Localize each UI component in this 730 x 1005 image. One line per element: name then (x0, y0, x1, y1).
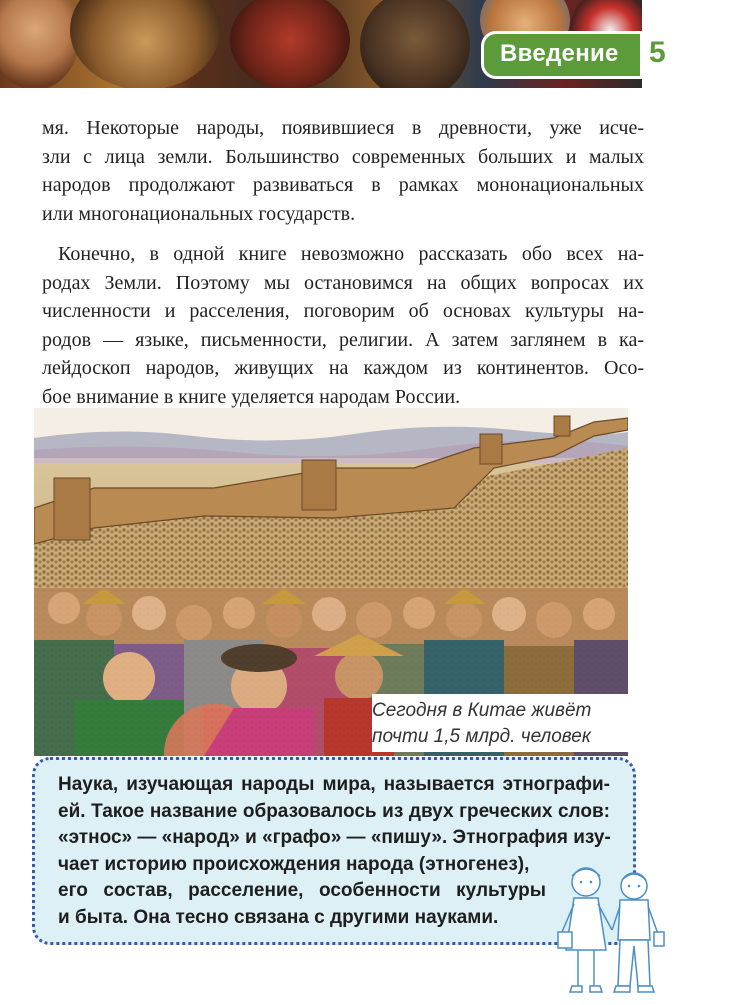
paragraph-2 (42, 240, 644, 411)
info-box-line: ей. Такое название образовалось из двух греческих слов: (58, 800, 610, 822)
caption-line: Сегодня в Китае живёт (372, 700, 592, 721)
paragraph-2-line: бое внимание в книге уделяется народам России. (42, 385, 461, 408)
header-portrait-left (0, 0, 80, 88)
info-box-line: Наука, изучающая народы мира, называется этнографи- (58, 774, 610, 795)
paragraph-2-line: родах Земли. Поэтому мы остановимся на общих вопросах их (42, 271, 644, 294)
section-title: Введение (500, 40, 619, 67)
page-number: 5 (649, 36, 666, 69)
info-box-line: «этнос» — «народ» и «графо» — «пишу». Этнография изу- (58, 827, 611, 848)
paragraph-1-line: зли с лица земли. Большинство современных больших и малых (42, 145, 644, 168)
paragraph-1 (42, 114, 644, 228)
header-portrait-statue (360, 0, 470, 88)
paragraph-2-line: родов — языке, письменности, религии. А затем заглянем в ка- (42, 328, 644, 351)
paragraph-2-line: численности и расселения, поговорим об основах культуры на- (42, 300, 644, 322)
paragraph-1-line: мя. Некоторые народы, появившиеся в древности, уже исче- (42, 117, 644, 139)
paragraph-2-line: Конечно, в одной книге невозможно рассказать обо всех на- (58, 243, 644, 265)
illustration-caption (372, 694, 642, 752)
info-box-text (58, 772, 610, 931)
header-portrait-center (230, 0, 350, 88)
paragraph-1-line: или многонациональных государств. (42, 202, 356, 225)
header-portrait-mask (70, 0, 220, 88)
caption-line: почти 1,5 млрд. человек (372, 726, 591, 747)
paragraph-2-line: лейдоскоп народов, живущих на каждом из континентов. Осо- (42, 357, 644, 379)
children-illustration (556, 860, 668, 1000)
info-box-line: чает историю происхождения народа (этногенез), (58, 853, 530, 875)
info-box-line: и быта. Она тесно связана с другими науками. (58, 906, 499, 928)
paragraph-1-line: народов продолжают развиваться в рамках мононациональных (42, 174, 644, 196)
info-box-line: его состав, расселение, особенности культуры (58, 880, 546, 901)
